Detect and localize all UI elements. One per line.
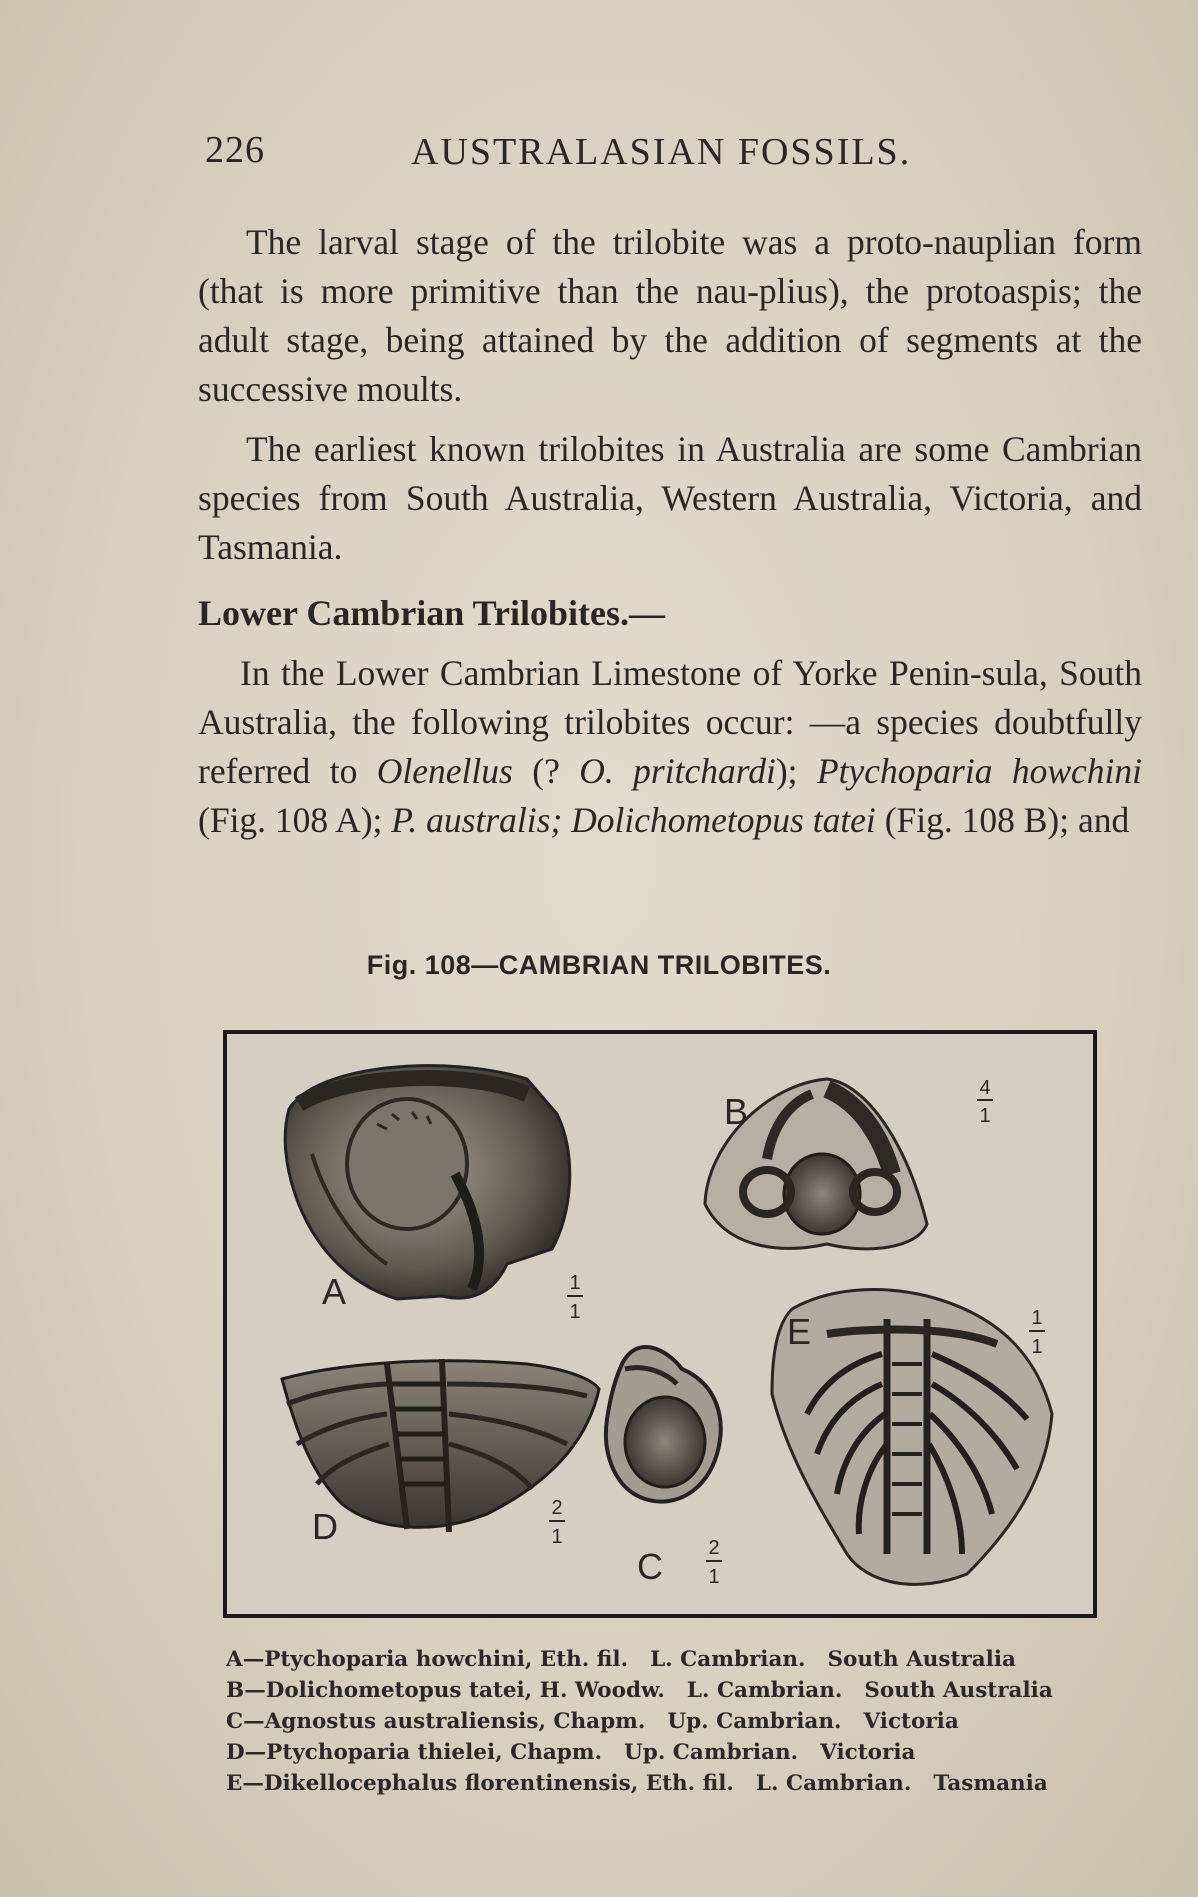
caption-a-locality: South Australia [827,1647,1016,1672]
p3-text-2: (? [512,751,580,791]
caption-a-name: Ptychoparia howchini, Eth. fil. [264,1647,629,1672]
caption-c: C—Agnostus australiensis, Chapm. Up. Cambrian. Victoria [226,1706,1126,1737]
panel-c-scale-den: 1 [708,1566,720,1588]
caption-e-name: Dikellocephalus florentinensis, Eth. fil. [263,1771,734,1796]
panel-e-scale-den: 1 [1031,1336,1043,1358]
caption-d-age: Up. Cambrian. [624,1740,799,1765]
panel-b-scale-den: 1 [979,1105,991,1127]
caption-d: D—Ptychoparia thielei, Chapm. Up. Cambrian. Victoria [226,1737,1126,1768]
paragraph-lower-cambrian [198,649,1142,845]
running-title: AUSTRALASIAN FOSSILS. [411,131,912,173]
caption-d-name: Ptychoparia thielei, Chapm. [266,1740,603,1765]
caption-b-name: Dolichometopus tatei, H. Woodw. [265,1678,665,1703]
caption-c-name: Agnostus australiensis, Chapm. [264,1709,646,1734]
panel-d-scale-den: 1 [551,1526,563,1548]
figure-captions [226,1644,1126,1799]
panel-label-d: D [312,1506,338,1547]
caption-b-locality: South Australia [864,1678,1053,1703]
caption-e: E—Dikellocephalus florentinensis, Eth. fil. L. Cambrian. Tasmania [226,1768,1126,1799]
caption-c-locality: Victoria [863,1709,959,1734]
figure-plate [223,1030,1097,1618]
panel-label-e: E [787,1311,812,1352]
caption-a-letter: A [226,1647,243,1672]
p3-text-4: (Fig. 108 A); [198,800,392,840]
p3-text-5: (Fig. 108 B); and [875,800,1130,840]
caption-b-age: L. Cambrian. [686,1678,843,1703]
caption-c-age: Up. Cambrian. [667,1709,842,1734]
p3-text-1: In the Lower Cambrian Limestone of Yorke Penin-sula, South Australia, the following trilobites occur: —a species doubtfully referred to [198,653,1142,791]
caption-d-letter: D [226,1740,245,1765]
panel-c-scale-num: 2 [708,1537,720,1559]
panel-e-scale-num: 1 [1031,1307,1043,1329]
paragraph-larval-stage: The larval stage of the trilobite was a proto-nauplian form (that is more primitive than the nau-plius), the protoaspis; the adult stage, being attained by the addition of segments at the successive moults. [198,222,1142,409]
panel-label-c: C [637,1546,663,1587]
caption-d-locality: Victoria [820,1740,916,1765]
caption-a-age: L. Cambrian. [650,1647,806,1672]
page-number: 226 [205,129,265,171]
panel-a-scale-den: 1 [569,1301,581,1323]
caption-c-letter: C [226,1709,244,1734]
caption-e-letter: E [226,1771,243,1796]
caption-b-letter: B [226,1678,245,1703]
panel-a-scale-num: 1 [569,1272,581,1294]
p3-taxon-olenellus: Olenellus [376,751,513,791]
section-heading: Lower Cambrian Trilobites.— [198,593,665,633]
panel-label-a: A [322,1271,347,1312]
caption-b: B—Dolichometopus tatei, H. Woodw. L. Cambrian. South Australia [226,1675,1126,1706]
p3-taxon-australis-tatei: P. australis; Dolichometopus tatei [391,800,876,840]
p3-taxon-howchini: Ptychoparia howchini [816,751,1143,791]
p3-taxon-pritchardi: O. pritchardi [579,751,776,791]
trilobite-e-drawing [772,1290,1052,1585]
panel-b-scale-num: 4 [979,1077,991,1099]
trilobite-a-drawing [285,1066,570,1299]
caption-e-locality: Tasmania [933,1771,1048,1796]
trilobite-c-drawing [606,1347,721,1502]
p3-text-3: ); [775,751,817,791]
caption-a: A—Ptychoparia howchini, Eth. fil. L. Cambrian. South Australia [226,1644,1126,1675]
panel-label-b: B [724,1091,749,1132]
figure-drawing [227,1034,1093,1614]
figure-title: Fig. 108—CAMBRIAN TRILOBITES. [366,950,832,980]
paragraph-earliest-trilobites: The earliest known trilobites in Australia are some Cambrian species from South Australia, Western Australia, Victoria, and Tasmania. [198,429,1142,567]
panel-d-scale-num: 2 [551,1497,563,1519]
caption-e-age: L. Cambrian. [755,1771,912,1796]
